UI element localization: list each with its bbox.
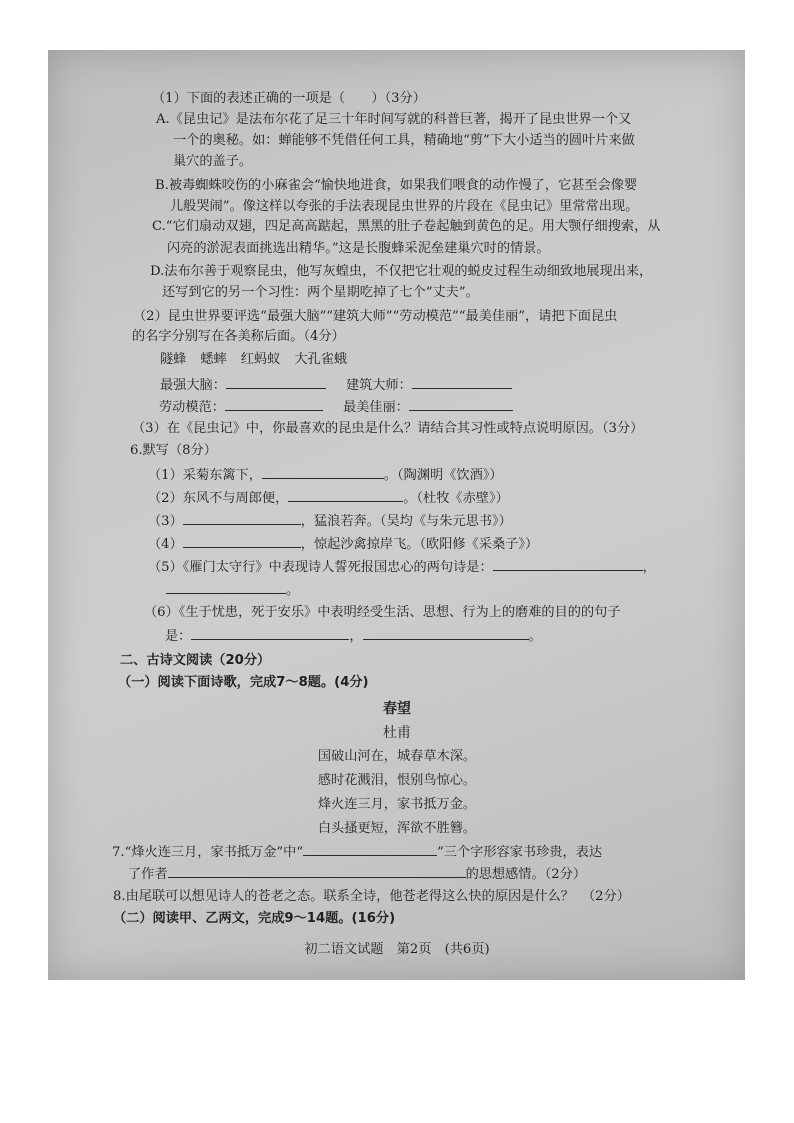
q6-line5 [148,557,656,577]
q6-line3-b: ，猛浪若奔。（吴均《与朱元思书》） [300,514,512,529]
q7-text-d: 的思想感情。（2分） [465,867,587,882]
q6-title: 6.默写（8分） [130,443,217,458]
q7-text-b: ”三个字形容家书珍贵，表达 [437,845,603,860]
q6-line3 [148,511,512,531]
q5-sub2-line1: （2）昆虫世界要评选“最强大脑”“建筑大师”“劳动模范”“最美佳丽”，请把下面昆虫 [133,309,618,324]
q6-line2-b: 。（杜牧《赤壁》） [403,491,509,506]
answer-blank[interactable] [225,397,323,411]
insect-name: 大孔雀蛾 [294,352,348,367]
title-brain: 最强大脑： [160,378,226,393]
section-sub1: （一）阅读下面诗歌，完成7～8题。(4分) [118,675,369,690]
answer-blank[interactable] [183,511,301,525]
q6-line1-b: 。（陶渊明《饮酒》） [383,468,503,483]
option-c-line2: 闪亮的淤泥表面挑选出精华。”这是长腹蜂采泥垒建巢穴时的情景。 [167,241,550,256]
q7-line2 [128,864,586,884]
q7-line1 [112,842,602,862]
poem-title: 春望 [383,701,411,717]
insect-name: 红蚂蚁 [240,352,281,367]
poem-line: 感时花溅泪，恨别鸟惊心。 [317,773,477,788]
option-b-line2: 儿般哭闹”。像这样以夸张的手法表现昆虫世界的片段在《昆虫记》里常常出现。 [170,199,639,214]
q8-score: （2分） [581,889,630,904]
q6-line5-cont [166,580,299,600]
answer-blank[interactable] [288,488,403,502]
poem-line: 烽火连三月，家书抵万金。 [317,797,477,812]
poem-author: 杜甫 [383,725,411,741]
q7-text-a: 7.“烽火连三月，家书抵万金”中“ [112,845,304,860]
answer-blank[interactable] [191,626,349,640]
q8-text: 8.由尾联可以想见诗人的苍老之态。联系全诗，他苍老得这么快的原因是什么？ [113,889,574,904]
answer-blank[interactable] [409,397,513,411]
title-beauty: 最美佳丽： [342,400,409,415]
q5-sub2-line2: 的名字分别写在各美称后面。（4分） [132,329,345,344]
section-sub2: （二）阅读甲、乙两文，完成9～14题。(16分) [113,911,396,926]
option-a-line3: 巢穴的盖子。 [173,154,253,169]
q5-sub3: （3）在《昆虫记》中，你最喜欢的昆虫是什么？请结合其习性或特点说明原因。（3分） [132,421,644,436]
title-architect: 建筑大师： [345,378,412,393]
insect-list [160,351,347,369]
q6-line6: （6）《生于忧患，死于安乐》中表明经受生活、思想、行为上的磨难的目的的句子 [144,605,621,620]
poem-line: 白头搔更短，浑欲不胜簪。 [317,821,477,836]
q6-line3-a: （3） [148,514,183,529]
period: 。 [286,583,300,598]
section-heading: 二、古诗文阅读（20分） [120,653,271,668]
period: 。 [528,629,542,644]
option-d-line1: D.法布尔善于观察昆虫，他写灰蝗虫，不仅把它壮观的蜕皮过程生动细致地展现出来， [150,264,653,279]
title-row-2 [159,397,513,417]
answer-paren: （ ）（3分） [331,91,426,106]
q6-line6-cont [165,626,542,646]
q6-line1-a: （1）采菊东篱下， [148,468,262,483]
insect-name: 隧蜂 [160,352,187,367]
q7-text-c: 了作者 [128,867,168,882]
q6-line6-b: 是： [165,629,192,644]
option-a-line1: A.《昆虫记》是法布尔花了足三十年时间写就的科普巨著，揭开了昆虫世界一个又 [156,112,632,127]
answer-blank[interactable] [168,864,466,878]
answer-blank[interactable] [226,375,326,389]
title-row-1 [160,375,512,395]
answer-blank[interactable] [363,626,529,640]
q6-line5-a: （5）《雁门太守行》中表现诗人誓死报国忠心的两句诗是： [148,560,493,575]
q6-line2 [148,488,509,508]
q6-line4-b: ，惊起沙禽掠岸飞。（欧阳修《采桑子》） [300,537,539,552]
poem-line: 国破山河在，城春草木深。 [317,749,477,764]
q5-sub1-stem: （1）下面的表述正确的一项是 [152,91,332,106]
answer-blank[interactable] [493,557,643,571]
answer-blank[interactable] [262,465,384,479]
insect-name: 蟋蟀 [200,352,227,367]
q6-line4 [148,534,538,554]
option-b-line1: B.被毒蜘蛛咬伤的小麻雀会“愉快地进食，如果我们喂食的动作慢了，它甚至会像婴 [155,178,638,193]
page-footer: 初二语文试题 第2页 (共6页) [304,942,490,957]
title-labor: 劳动模范： [159,400,225,415]
answer-blank[interactable] [183,534,301,548]
q6-line4-a: （4） [148,537,183,552]
q8-line [113,888,630,906]
option-a-line2: 一个的奥秘。如：蝉能够不凭借任何工具，精确地“剪”下大小适当的圆叶片来做 [173,133,635,148]
answer-blank[interactable] [303,842,437,856]
answer-blank[interactable] [166,580,286,594]
q6-line1 [148,465,503,485]
q6-line2-a: （2）东风不与周郎便， [148,491,289,506]
option-d-line2: 还写到它的另一个习性：两个星期吃掉了七个“丈夫”。 [162,285,479,300]
answer-blank[interactable] [412,375,512,389]
q5-sub1 [152,90,426,108]
comma: ， [349,629,363,644]
option-c-line1: C.“它们扇动双翅，四足高高踮起，黑黑的肚子卷起触到黄色的足。用大颚仔细搜索，从 [152,219,661,234]
comma: ， [642,560,656,575]
